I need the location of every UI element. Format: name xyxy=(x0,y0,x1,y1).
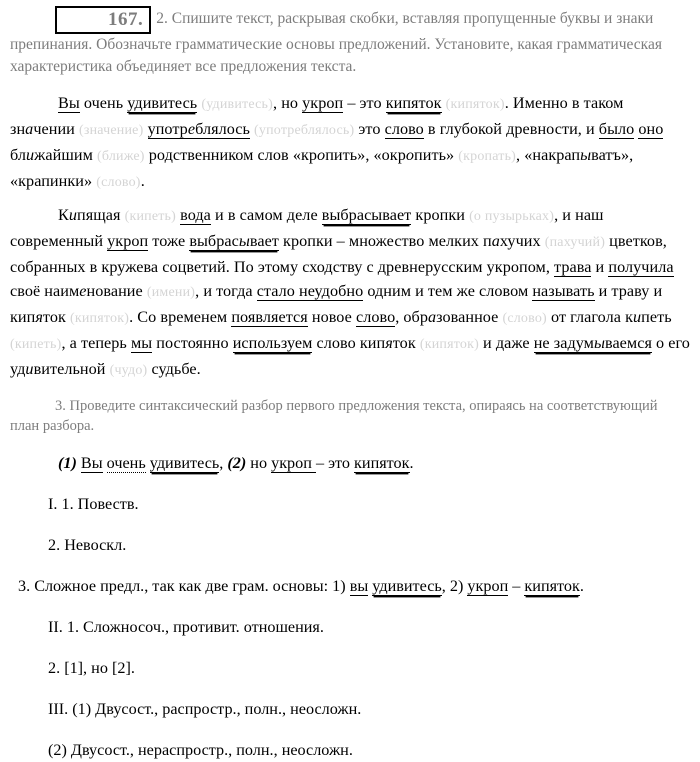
subject-vy: Вы xyxy=(80,454,103,472)
predicate-ispolzuem-label: используем xyxy=(232,334,313,352)
modifier-ochen: очень xyxy=(106,454,146,472)
text-run: петь xyxy=(641,308,672,326)
stressed-letter: а xyxy=(25,120,34,138)
task-3-text: Проведите синтаксический разбор первого предложения текста, опираясь на соответствующий план разбора. xyxy=(10,398,658,434)
predicate-ne-zadumyvaemsya xyxy=(534,334,652,353)
predicate-nazyvat: называть xyxy=(532,282,595,300)
subject-ukrop: укроп xyxy=(271,454,316,472)
predicate-udivites xyxy=(127,94,197,113)
stressed-letter: и xyxy=(25,360,34,378)
analysis-sentence xyxy=(10,451,690,475)
text-run: слово кип xyxy=(312,334,386,352)
body-paragraph-2 xyxy=(10,203,690,383)
task-2-number: 2. xyxy=(156,10,172,27)
predicate-kipyatok-2 xyxy=(524,577,579,596)
predicate-stalo-neudobno: стало неудобно xyxy=(256,282,364,300)
annotation-3: (значение) xyxy=(79,123,144,138)
stressed-letter: и xyxy=(26,146,35,164)
stressed-letter: я xyxy=(35,308,43,326)
task-3-instruction xyxy=(10,396,690,436)
analysis-i-3 xyxy=(10,574,690,598)
text-run: и траву и кип xyxy=(10,282,663,326)
subject-slovo: слово xyxy=(355,308,396,326)
text-run: чении xyxy=(33,120,79,138)
annotation-6: (слово) xyxy=(502,311,547,326)
stressed-letter: я xyxy=(385,334,393,352)
text-run: не задум xyxy=(533,334,594,352)
task-3-number: 3. xyxy=(55,398,70,414)
annotation-9: (чудо) xyxy=(109,363,148,378)
text-run: , «накрап xyxy=(516,146,581,164)
annotation-4: (имени) xyxy=(146,285,196,300)
text-run: и в самом деле xyxy=(210,206,322,224)
text-run: , xyxy=(219,454,228,472)
text-run: ваемся xyxy=(604,334,652,352)
analysis-i-2: 2. Невоскл. xyxy=(48,536,127,554)
text-run: о его уд xyxy=(10,334,690,378)
text-run: выбрас xyxy=(189,232,239,250)
text-run: . xyxy=(140,172,145,190)
predicate-udivites-label: удивитесь xyxy=(127,94,198,112)
text-run: , а теперь xyxy=(61,334,131,352)
predicate-udivites-2 xyxy=(372,577,442,596)
subject-slovo: слово xyxy=(384,120,424,138)
predicate-poluchila: получила xyxy=(608,258,674,276)
text-run: , и тогда xyxy=(195,282,257,300)
text-run: – это xyxy=(343,94,386,112)
annotation-5: (кипяток) xyxy=(70,311,130,326)
text-run: . xyxy=(409,454,414,472)
subject-my: мы xyxy=(130,334,153,352)
subject-vy-2: вы xyxy=(349,577,369,595)
text-run: пящая xyxy=(77,206,125,224)
predicate-vybrasyvaet-2 xyxy=(189,232,279,251)
text-run: К xyxy=(58,206,69,224)
annotation-1: (удивитесь) xyxy=(201,97,273,112)
predicate-vybrasyvaet xyxy=(322,206,412,225)
predicate-upotreblyalos xyxy=(148,120,250,139)
text-run: пить» xyxy=(414,146,459,164)
task-2-text: Спишите текст, раскрывая скобки, вставляя пропущенные буквы и знаки препинания. Обозначьте грамматические основы предложений. Установите, какая грамматическая характеристика объединяет все предложения текста. xyxy=(10,10,662,75)
annotation-2: (о пузырьках) xyxy=(469,209,555,224)
annotation-7: (слово) xyxy=(96,175,141,190)
predicate-poyavlyaetsya: появляется xyxy=(231,308,308,326)
clause-marker-1: (1) xyxy=(58,454,77,472)
subject-vy: Вы xyxy=(58,94,80,112)
text-run: блялось xyxy=(195,120,250,138)
subject-ukrop: укроп xyxy=(107,232,149,250)
task-2-instruction xyxy=(10,6,690,77)
stressed-letter: а xyxy=(491,232,500,250)
text-run: своё наим xyxy=(10,282,80,300)
annotation-5: (ближе) xyxy=(96,149,145,164)
subject-voda: вода xyxy=(180,206,211,224)
text-run: кропки xyxy=(411,206,470,224)
analysis-iii-2: (2) Двусост., нераспростр., полн., неосложн. xyxy=(48,741,353,759)
predicate-kipyatok-label: кипяток xyxy=(354,454,410,472)
stressed-letter: ы xyxy=(593,334,605,352)
annotation-1: (кипеть) xyxy=(124,209,177,224)
text-run: и xyxy=(591,258,609,276)
exercise-number-box: 167. xyxy=(55,6,151,34)
body-paragraph-1 xyxy=(10,91,690,195)
text-run: тоже xyxy=(148,232,190,250)
predicate-vybrasyvaet-label: выбрасывает xyxy=(321,206,412,224)
text-run: – xyxy=(508,577,525,595)
predicate-kipyatok xyxy=(386,94,442,113)
text-run: вает xyxy=(249,232,279,250)
text-run: родственником слов «кр xyxy=(144,146,318,164)
annotation-8: (кипяток) xyxy=(419,337,479,352)
text-run: очень xyxy=(79,94,128,112)
text-run: вительной xyxy=(33,360,110,378)
clause-marker-2: (2) xyxy=(227,454,247,472)
text-run: нование xyxy=(86,282,147,300)
subject-ono: оно xyxy=(638,120,664,138)
predicate-ispolzuem xyxy=(233,334,313,353)
text-run: кропки – множество мелких п xyxy=(278,232,492,250)
annotation-4: (употреблялось) xyxy=(254,123,355,138)
stressed-letter: е xyxy=(187,120,196,138)
predicate-kipyatok-2-label: кипяток xyxy=(524,577,580,595)
text-run: – это xyxy=(315,454,355,472)
analysis-ii-2: 2. [1], но [2]. xyxy=(48,659,135,677)
text-run: . Со временем xyxy=(129,308,232,326)
text-run: хучих xyxy=(499,232,545,250)
stressed-letter: о xyxy=(405,146,415,164)
stressed-letter: а xyxy=(428,308,437,326)
text-run: новое xyxy=(307,308,356,326)
stressed-letter: и xyxy=(68,206,78,224)
text-run: употр xyxy=(147,120,188,138)
predicate-udivites-2-label: удивитесь xyxy=(372,577,442,595)
text-run: ток xyxy=(42,308,70,326)
stressed-letter: и xyxy=(633,308,642,326)
text-run: одним и тем же словом xyxy=(363,282,533,300)
stressed-letter: е xyxy=(79,282,87,300)
text-run: судьбе. xyxy=(147,360,201,378)
text-run: но xyxy=(246,454,272,472)
predicate-udivites-label: удивитесь xyxy=(149,454,220,472)
subject-trava: трава xyxy=(554,258,592,276)
text-run: в глубокой древности, и xyxy=(423,120,599,138)
text-run: и даже xyxy=(478,334,534,352)
text-run: это xyxy=(354,120,385,138)
text-run: ток xyxy=(392,334,420,352)
predicate-bylo: было xyxy=(598,120,635,138)
text-run: постоянно xyxy=(152,334,233,352)
text-run: жайшим xyxy=(34,146,97,164)
annotation-6: (кропать) xyxy=(458,149,517,164)
annotation-3: (пахучий) xyxy=(544,235,606,250)
predicate-kipyatok xyxy=(354,454,409,473)
subject-ukrop-2: укроп xyxy=(467,577,509,595)
stressed-letter: ы xyxy=(580,146,592,164)
predicate-kipyatok-label: кипяток xyxy=(385,94,442,112)
stressed-letter: ы xyxy=(238,232,250,250)
text-run: 3. Сложное предл., так как две грам. основы: 1) xyxy=(18,577,350,595)
annotation-2: (кипяток) xyxy=(445,97,505,112)
stressed-letter: о xyxy=(317,146,326,164)
text-run: . Именно в таком зн xyxy=(10,94,624,138)
text-run: ватъ», «крапинки» xyxy=(10,146,634,190)
text-run: . xyxy=(579,577,584,595)
text-run: , обр xyxy=(395,308,428,326)
analysis-ii-1: II. 1. Сложносоч., противит. отношения. xyxy=(48,618,324,636)
text-run: цветков, собранных в кружева соцветий. По этому сходству с древнерусским укропом, xyxy=(10,232,667,276)
analysis-i-1: I. 1. Повеств. xyxy=(48,495,139,513)
text-run: пить», «окр xyxy=(325,146,406,164)
annotation-7: (кипеть) xyxy=(10,337,62,352)
text-run: , но xyxy=(273,94,303,112)
predicate-udivites xyxy=(150,454,220,473)
analysis-iii-1: III. (1) Двусост., распростр., полн., неосложн. xyxy=(48,700,362,718)
text-run: , 2) xyxy=(441,577,468,595)
text-run: от глагола к xyxy=(546,308,633,326)
text-run: зованное xyxy=(436,308,503,326)
text-run: бл xyxy=(10,146,27,164)
subject-ukrop: укроп xyxy=(302,94,344,112)
text-run: , и наш современный xyxy=(10,206,604,250)
